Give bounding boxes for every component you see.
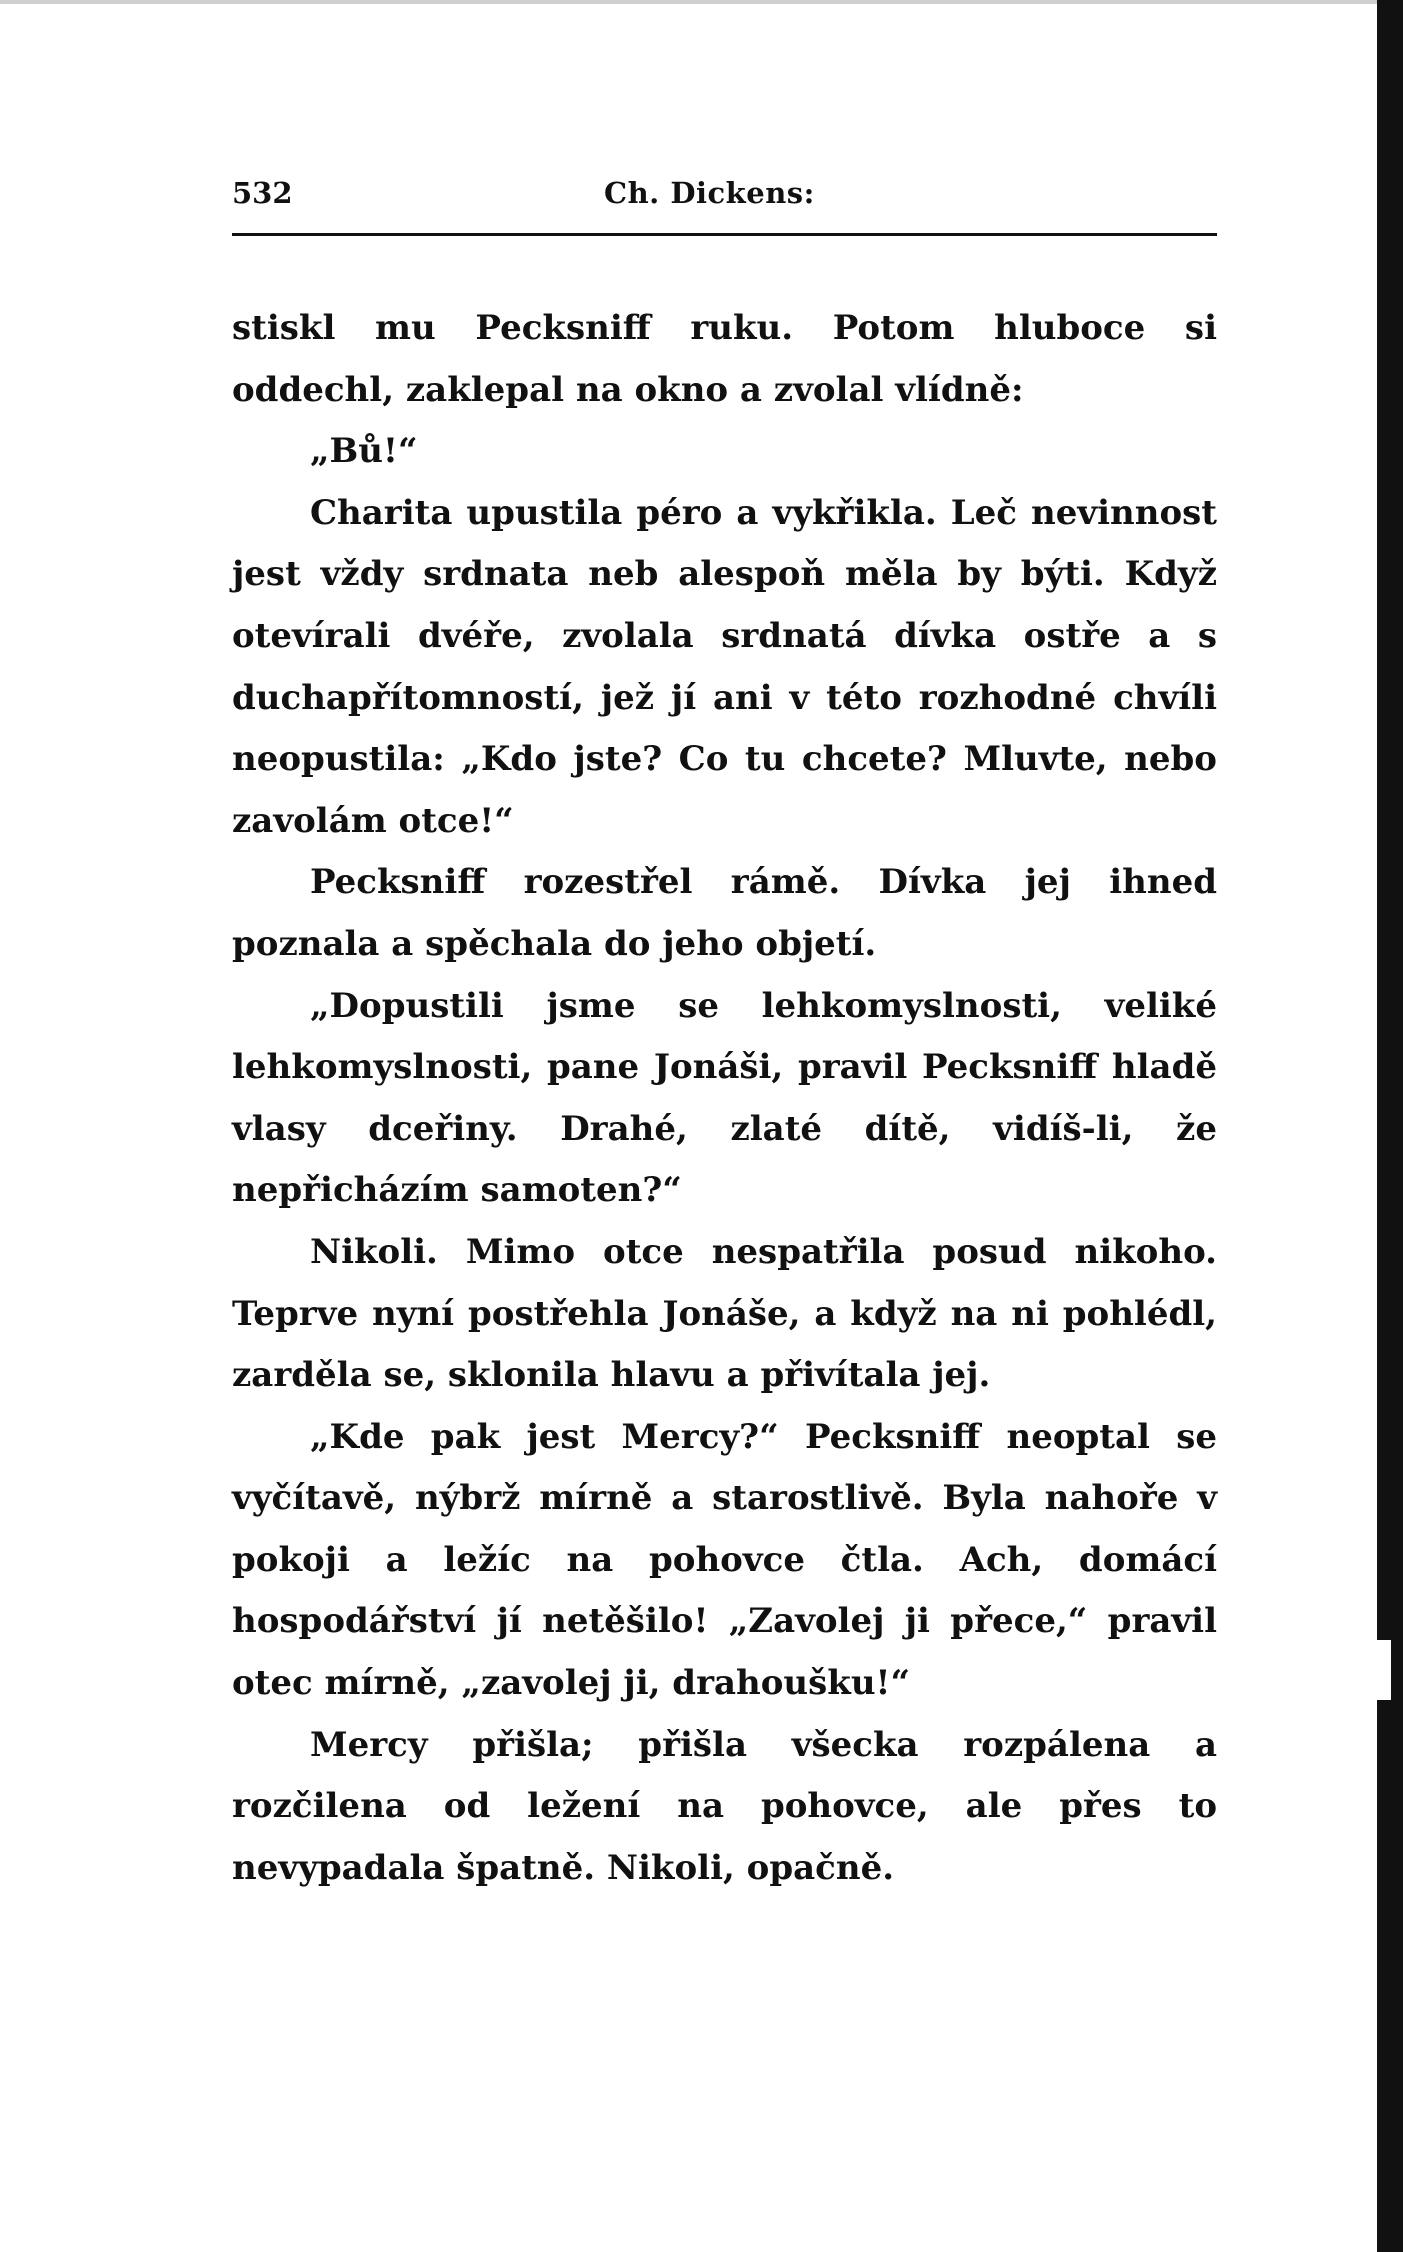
paragraph-1: stiskl mu Pecksniff ruku. Potom hluboce si oddechl, zaklepal na okno a zvolal vlídně: [232, 308, 1217, 410]
scan-top-edge [0, 0, 1403, 4]
paragraph-3: Charita upustila péro a vykřikla. Leč nevinnost jest vždy srdnata neb alespoň měla by býti. Když otevírali dvéře, zvolala srdnatá dívka ostře a s duchapřítomností, jež jí ani v této rozhodné chvíli neopustila: „Kdo jste? Co tu chcete? Mluvte, nebo zavolám otce!“ [232, 492, 1217, 841]
paragraph-2: „Bů!“ [310, 431, 418, 472]
body-text [232, 298, 1217, 1899]
paragraph-5: „Dopustili jsme se lehkomyslnosti, veliké lehkomyslnosti, pane Jonáši, pravil Pecksniff hladě vlasy dceřiny. Drahé, zlaté dítě, vidíš-li, že nepřicházím samoten?“ [232, 985, 1217, 1211]
paragraph-6: Nikoli. Mimo otce nespatřila posud nikoho. Teprve nyní postřehla Jonáše, a když na ni pohlédl, zarděla se, sklonila hlavu a přivítala jej. [232, 1231, 1217, 1396]
running-title: Ch. Dickens: [604, 176, 815, 210]
scan-right-edge [1377, 0, 1403, 2252]
scan-edge-notch [1377, 1640, 1391, 1700]
page-number: 532 [232, 176, 293, 210]
page-header [232, 176, 1217, 216]
paragraph-8: Mercy přišla; přišla všecka rozpálena a rozčilena od ležení na pohovce, ale přes to nevypadala špatně. Nikoli, opačně. [232, 1724, 1217, 1888]
header-rule [232, 233, 1217, 236]
paragraph-4: Pecksniff rozestřel rámě. Dívka jej ihned poznala a spěchala do jeho objetí. [232, 862, 1217, 964]
paragraph-7: „Kde pak jest Mercy?“ Pecksniff neoptal se vyčítavě, nýbrž mírně a starostlivě. Byla nahoře v pokoji a ležíc na pohovce čtla. Ach, domácí hospodářství jí netěšilo! „Zavolej ji přece,“ pravil otec mírně, „zavolej ji, drahoušku!“ [232, 1416, 1217, 1704]
